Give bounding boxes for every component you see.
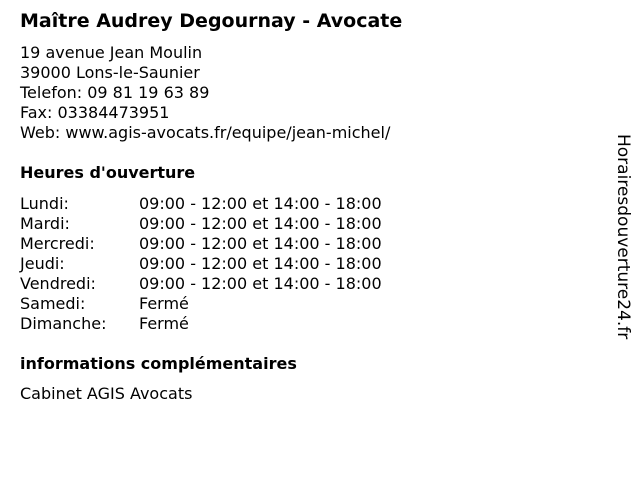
fax-number: Fax: 03384473951 [20,103,170,122]
additional-info-text: Cabinet AGIS Avocats [20,384,193,403]
day-label: Vendredi: [20,274,96,293]
day-label: Jeudi: [20,254,65,273]
day-hours: Fermé [139,294,189,313]
day-hours: 09:00 - 12:00 et 14:00 - 18:00 [139,274,382,293]
phone-number: Telefon: 09 81 19 63 89 [20,83,210,102]
day-label: Samedi: [20,294,86,313]
brand-watermark [613,134,633,344]
page-title: Maître Audrey Degournay - Avocate [20,10,403,32]
contact-block [20,43,390,143]
day-label: Dimanche: [20,314,107,333]
day-label: Mardi: [20,214,70,233]
address-line-1: 19 avenue Jean Moulin [20,43,203,62]
website: Web: www.agis-avocats.fr/equipe/jean-michel/ [20,123,391,142]
additional-info-heading: informations complémentaires [20,354,297,373]
address-line-2: 39000 Lons-le-Saunier [20,63,200,82]
day-label: Mercredi: [20,234,95,253]
day-hours: 09:00 - 12:00 et 14:00 - 18:00 [139,234,382,253]
brand-text: Horairesdouverture24.fr [613,134,633,340]
day-hours: 09:00 - 12:00 et 14:00 - 18:00 [139,194,382,213]
day-hours: 09:00 - 12:00 et 14:00 - 18:00 [139,214,382,233]
day-hours: Fermé [139,314,189,333]
day-label: Lundi: [20,194,69,213]
day-hours: 09:00 - 12:00 et 14:00 - 18:00 [139,254,382,273]
opening-hours-heading: Heures d'ouverture [20,163,196,182]
